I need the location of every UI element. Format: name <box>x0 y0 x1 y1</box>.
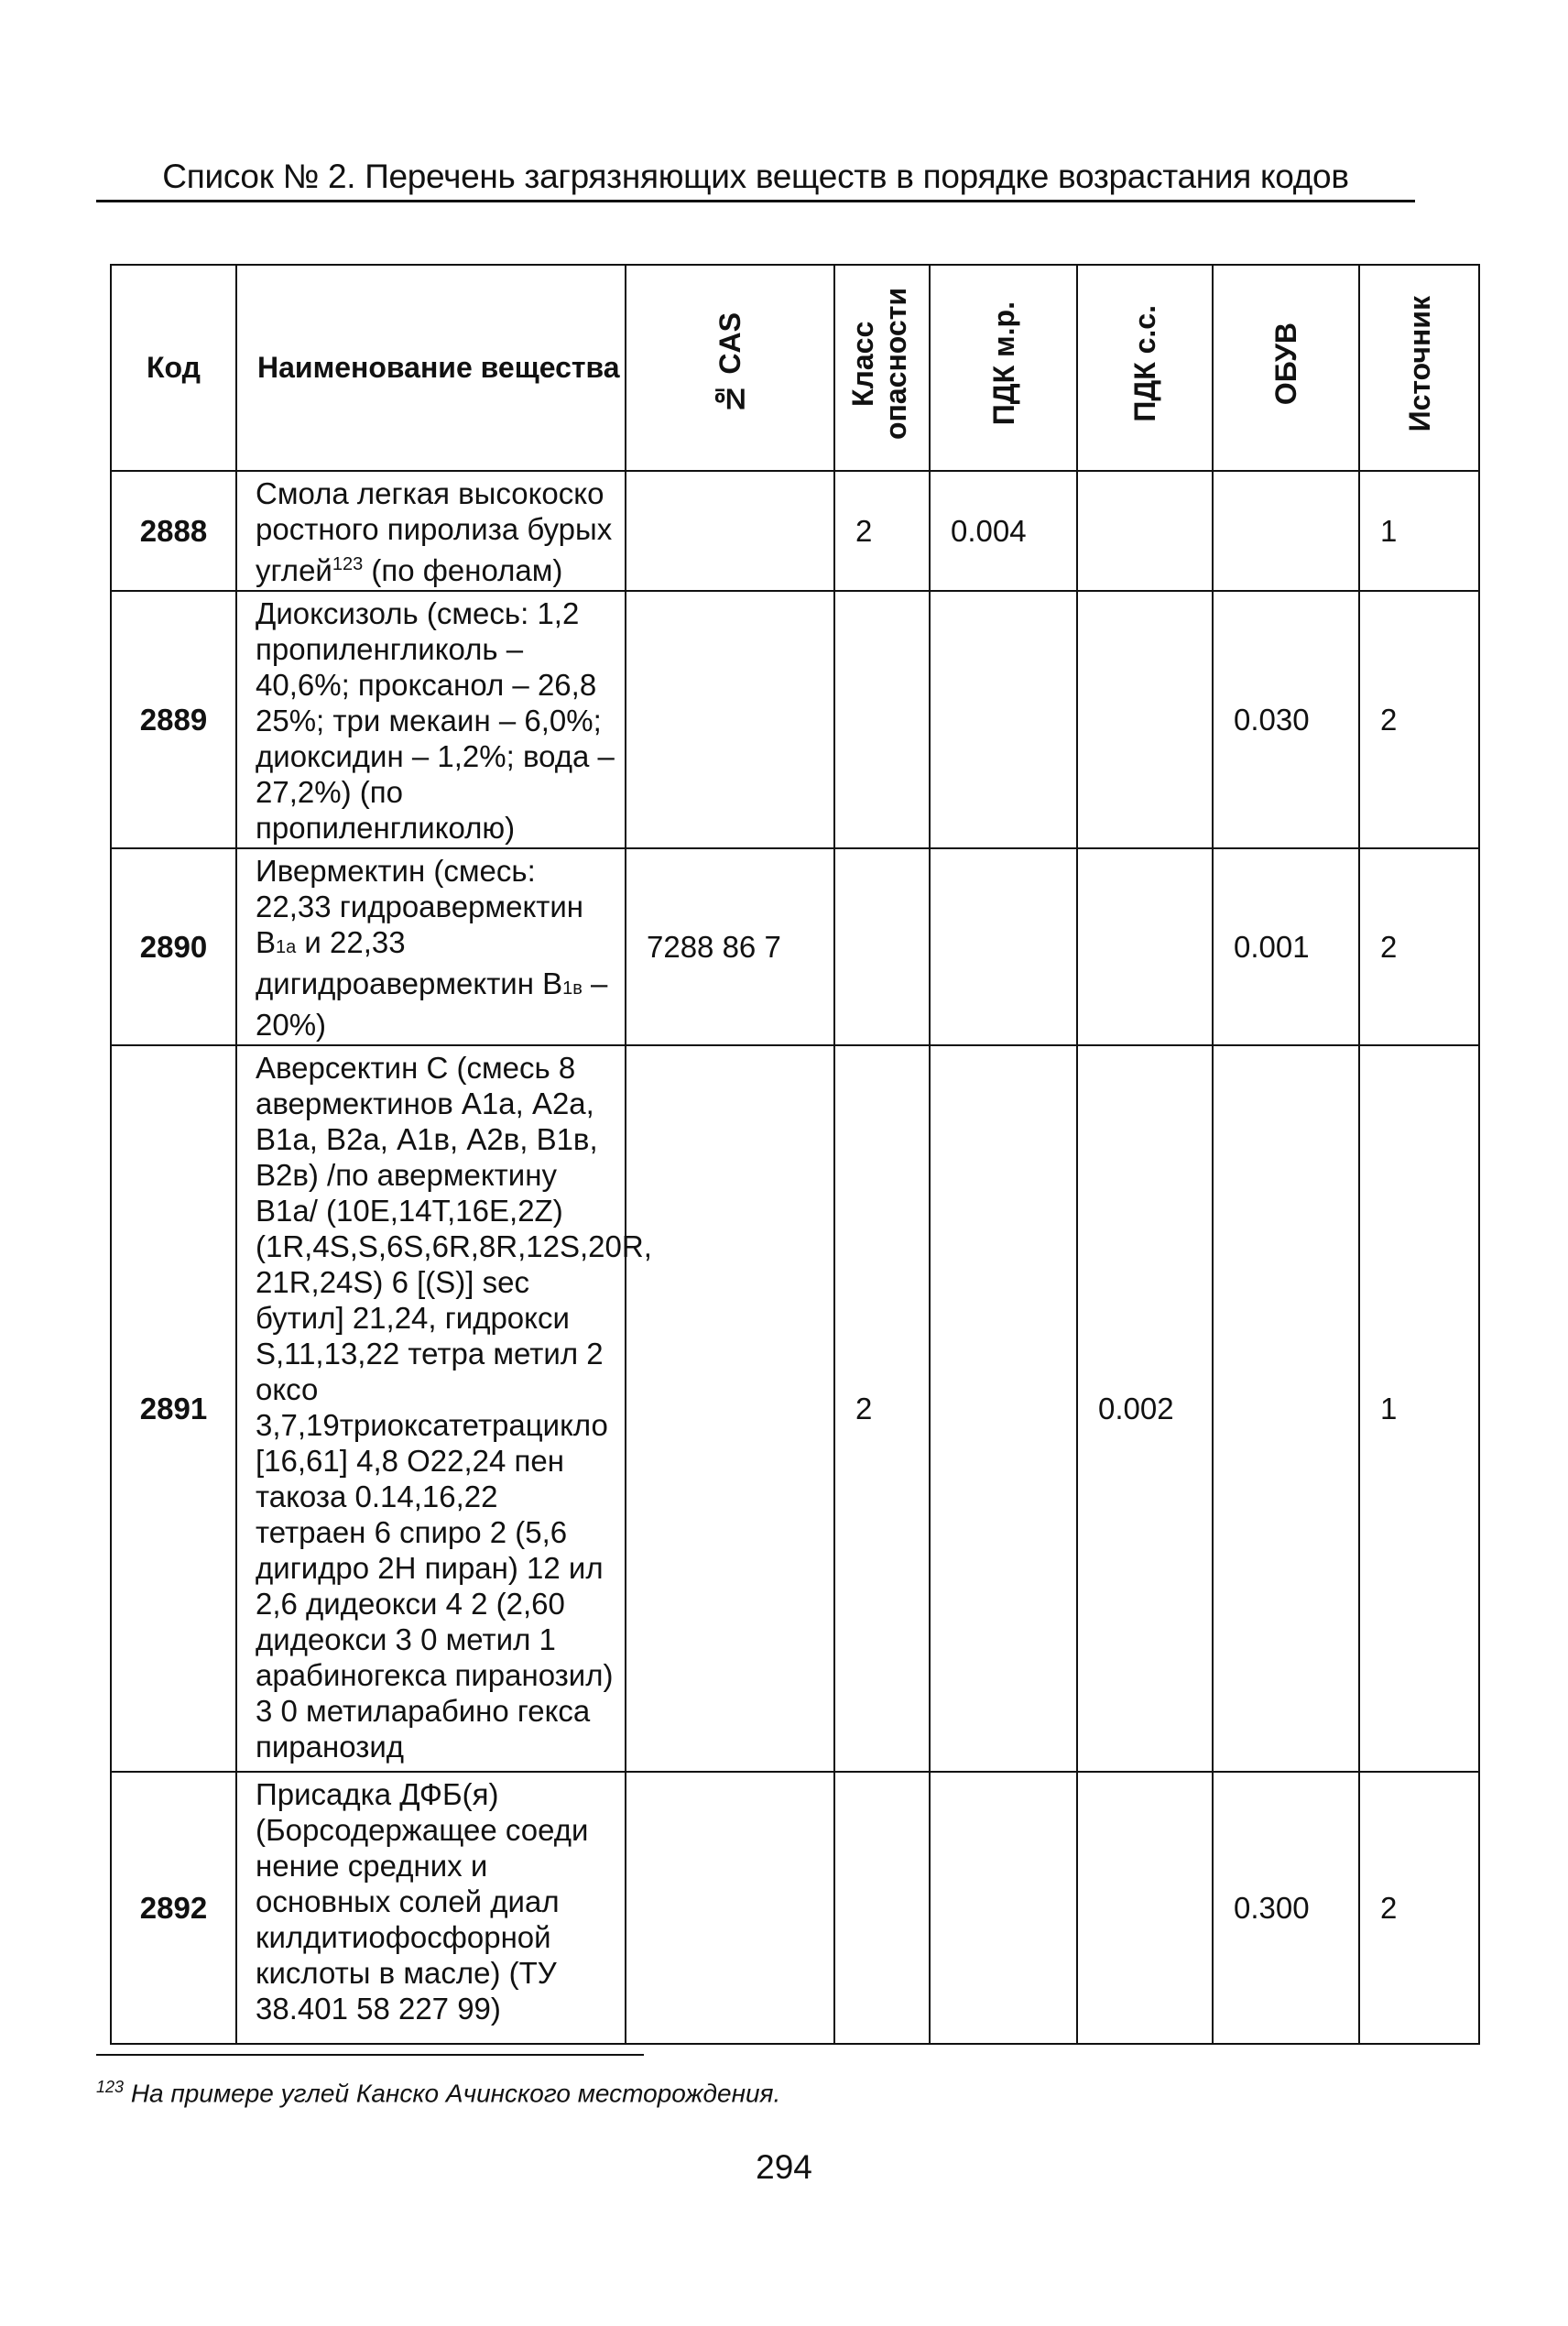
page-number: 294 <box>756 2148 812 2186</box>
cell-cas: 7288 86 7 <box>626 848 834 1045</box>
cell-name: Присадка ДФБ(я) (Борсодержащее соеди нение средних и основных солей диал килдитиофосфорной кислоты в масле) (ТУ 38.401 58 227 99) <box>236 1772 626 2044</box>
cell-pdk-ss <box>1077 471 1213 591</box>
cell-hazard-class <box>834 591 930 848</box>
table-row <box>111 848 1479 1045</box>
cell-cas <box>626 471 834 591</box>
cell-pdk-ss <box>1077 848 1213 1045</box>
cell-cas <box>626 591 834 848</box>
cell-cas <box>626 1772 834 2044</box>
header-pdk-ss <box>1077 265 1213 471</box>
cell-pdk-mr <box>930 591 1077 848</box>
footnote <box>96 2078 780 2108</box>
cell-name-suffix: (по фенолам) <box>363 553 563 587</box>
cell-obuv <box>1213 1045 1359 1772</box>
header-hazard-class-label: Класс опасности <box>846 287 912 441</box>
table-row <box>111 471 1479 591</box>
substances-table <box>110 264 1480 2045</box>
footnote-ref: 123 <box>332 554 364 574</box>
header-cas-label: № CAS <box>713 311 746 416</box>
header-obuv <box>1213 265 1359 471</box>
cell-source: 1 <box>1359 471 1479 591</box>
cell-cas <box>626 1045 834 1772</box>
cell-hazard-class: 2 <box>834 1045 930 1772</box>
cell-obuv: 0.030 <box>1213 591 1359 848</box>
cell-name-end: – 20%) <box>256 966 608 1042</box>
table-header-row <box>111 265 1479 471</box>
table-row <box>111 591 1479 848</box>
table-row <box>111 1045 1479 1772</box>
footnote-rule <box>96 2054 644 2056</box>
cell-pdk-ss <box>1077 1772 1213 2044</box>
cell-name-text: Ивермектин (смесь: 22,33 гидроавермектин B <box>256 854 584 959</box>
cell-hazard-class: 2 <box>834 471 930 591</box>
cell-code: 2888 <box>111 471 236 591</box>
cell-code: 2891 <box>111 1045 236 1772</box>
cell-code: 2890 <box>111 848 236 1045</box>
cell-source: 2 <box>1359 848 1479 1045</box>
cell-name: Аверсектин С (смесь 8 авермектинов А1а, А2а, В1а, В2а, А1в, А2в, В1в, В2в) /по авермектину В1а/ (10Е,14Т,16Е,2Z) (1R,4S,S,6S,6R,8R,12S,20R, 21R,24S) 6 [(S)] sec бутил] 21,24, гидрокси S,11,13,22 тетра метил 2 оксо 3,7,19триоксатетрацикло [16,61] 4,8 О22,24 пен такоза 0.14,16,22 тетраен 6 спиро 2 (5,6 дигидро 2Н пиран) 12 ил 2,6 дидеокси 4 2 (2,60 дидеокси 3 0 метил 1 арабиногекса пиранозил) 3 0 метиларабино гекса пиранозид <box>236 1045 626 1772</box>
header-hazard-class <box>834 265 930 471</box>
cell-pdk-mr <box>930 1045 1077 1772</box>
header-source <box>1359 265 1479 471</box>
cell-name <box>236 848 626 1045</box>
cell-hazard-class <box>834 1772 930 2044</box>
header-pdk-mr-label: ПДК м.р. <box>986 301 1020 426</box>
cell-name-subscript-2: 1в <box>562 978 583 999</box>
cell-pdk-ss <box>1077 591 1213 848</box>
cell-obuv: 0.001 <box>1213 848 1359 1045</box>
header-source-label: Источник <box>1402 295 1436 432</box>
cell-source: 2 <box>1359 1772 1479 2044</box>
cell-pdk-mr <box>930 848 1077 1045</box>
cell-pdk-mr <box>930 1772 1077 2044</box>
header-pdk-mr <box>930 265 1077 471</box>
cell-source: 1 <box>1359 1045 1479 1772</box>
footnote-text: На примере углей Канско Ачинского месторождения. <box>130 2079 781 2108</box>
header-rule <box>96 200 1415 202</box>
cell-pdk-ss: 0.002 <box>1077 1045 1213 1772</box>
cell-name <box>236 471 626 591</box>
table-row <box>111 1772 1479 2044</box>
cell-hazard-class <box>834 848 930 1045</box>
cell-pdk-mr: 0.004 <box>930 471 1077 591</box>
header-cas <box>626 265 834 471</box>
header-pdk-ss-label: ПДК с.с. <box>1128 305 1161 422</box>
cell-name-mid: и 22,33 дигидроавермектин B <box>256 925 563 1000</box>
cell-source: 2 <box>1359 591 1479 848</box>
cell-code: 2889 <box>111 591 236 848</box>
header-code: Код <box>111 265 236 471</box>
header-name: Наименование вещества <box>236 265 626 471</box>
cell-name-text: Смола легкая высокоско ростного пиролиза бурых углей <box>256 476 613 587</box>
cell-name-subscript: 1a <box>276 937 297 957</box>
cell-code: 2892 <box>111 1772 236 2044</box>
footnote-number: 123 <box>96 2078 125 2096</box>
cell-obuv <box>1213 471 1359 591</box>
page-header: Список № 2. Перечень загрязняющих веществ в порядке возрастания кодов <box>162 158 1349 195</box>
cell-obuv: 0.300 <box>1213 1772 1359 2044</box>
cell-name: Диоксизоль (смесь: 1,2 пропиленгликоль – 40,6%; проксанол – 26,8 25%; три мекаин – 6,0%; диоксидин – 1,2%; вода – 27,2%) (по пропиленгликолю) <box>236 591 626 848</box>
header-obuv-label: ОБУВ <box>1269 322 1302 406</box>
